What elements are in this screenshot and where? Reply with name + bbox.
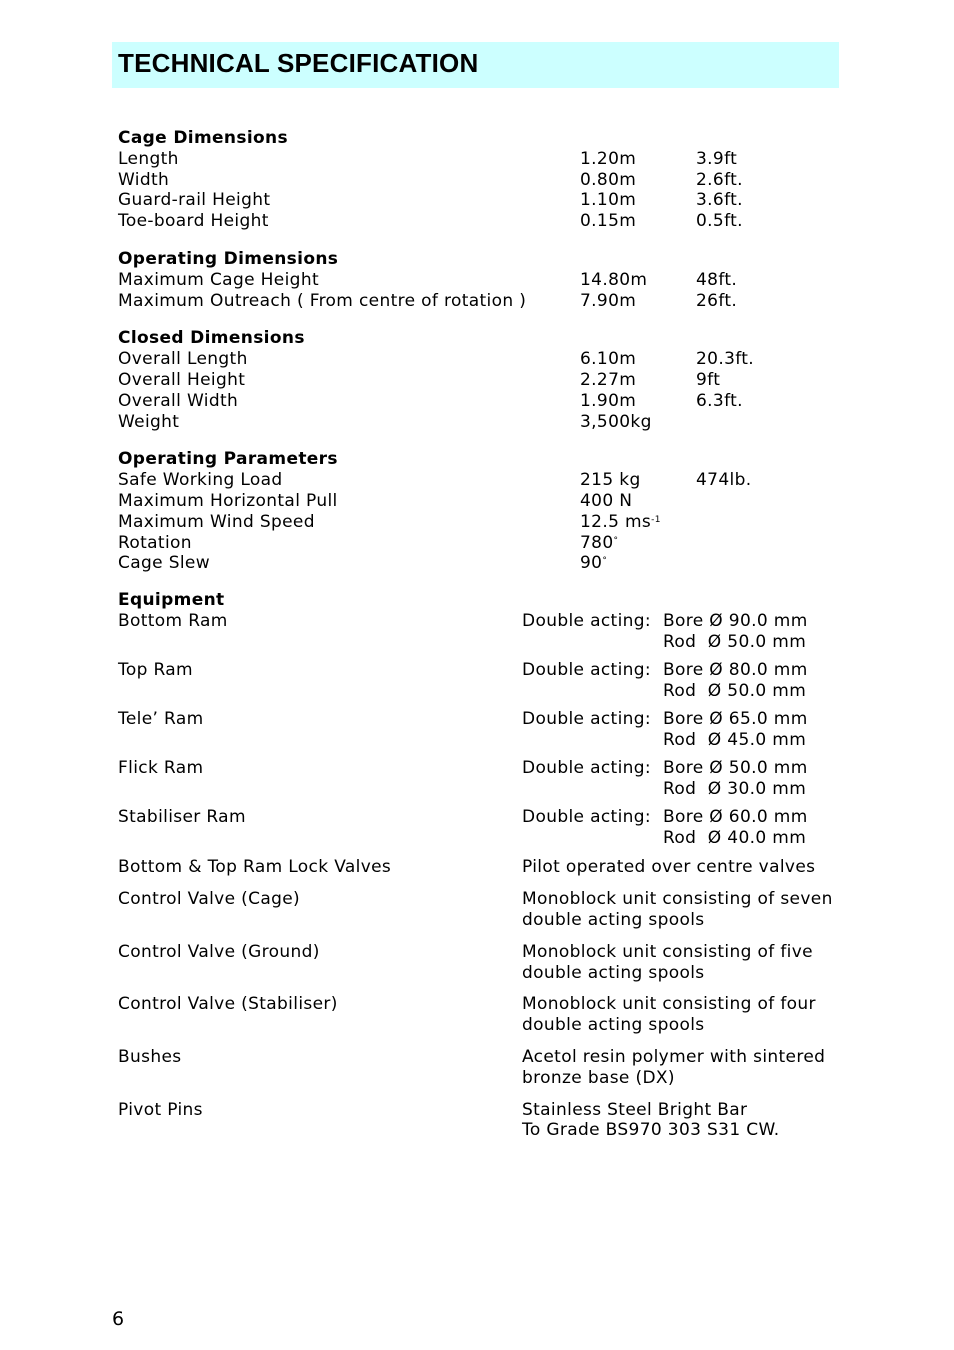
spec-row [118,349,838,370]
ram-bore: Bore Ø 65.0 mm [663,708,808,729]
spec-label: Maximum Horizontal Pull [118,490,338,511]
spec-row [118,190,838,211]
ram-rod: Rod Ø 45.0 mm [663,729,807,750]
spec-label: Guard-rail Height [118,190,271,211]
item-label: Control Valve (Ground) [118,941,320,962]
spec-row [118,370,838,391]
ram-row [118,807,838,849]
imperial-value: 9ft [696,369,721,390]
spec-label: Overall Width [118,390,239,411]
metric-value [580,533,618,554]
equipment-item [118,1100,838,1142]
imperial-value: 3.9ft [696,148,738,169]
imperial-value: 0.5ft. [696,211,743,232]
section-heading: Operating Dimensions [118,248,339,269]
section-heading: Equipment [118,590,225,610]
metric-text: 12.5 ms [580,511,652,532]
spec-row [118,170,838,191]
section-equipment [118,590,838,1152]
ram-bore: Bore Ø 60.0 mm [663,806,808,827]
spec-row [118,149,838,170]
spec-label: Maximum Outreach ( From centre of rotation ) [118,290,527,311]
equipment-item [118,857,838,878]
imperial-value: 20.3ft. [696,349,755,370]
metric-value: 1.10m [580,190,637,211]
item-label: Pivot Pins [118,1099,203,1120]
item-label: Control Valve (Cage) [118,889,301,910]
ram-rod: Rod Ø 30.0 mm [663,778,807,799]
section-heading: Operating Parameters [118,449,338,470]
ram-row [118,660,838,702]
description-line: Acetol resin polymer with sintered [522,1046,826,1067]
item-description [522,889,838,931]
metric-value: 1.90m [580,390,637,411]
spec-row [118,270,838,291]
spec-label: Width [118,169,170,190]
equipment-item [118,942,838,984]
ram-label: Bottom Ram [118,610,228,631]
metric-value [580,512,661,533]
item-description [522,857,838,878]
item-label: Bottom & Top Ram Lock Valves [118,857,392,878]
equipment-item [118,994,838,1036]
imperial-value: 2.6ft. [696,169,743,190]
imperial-value: 474lb. [696,470,752,491]
spec-row [118,491,838,512]
description-line: double acting spools [522,909,705,930]
spec-row [118,553,838,574]
section-cage-dimensions [118,128,838,232]
ram-rod: Rod Ø 50.0 mm [663,680,807,701]
metric-value: 6.10m [580,349,637,370]
item-label: Bushes [118,1046,182,1067]
ram-bore: Bore Ø 80.0 mm [663,659,808,680]
section-operating-parameters [118,449,838,574]
metric-text: 90 [580,553,603,574]
unit-superscript: ° [602,556,608,567]
section-heading: Closed Dimensions [118,328,305,349]
ram-rod: Rod Ø 50.0 mm [663,631,807,652]
ram-action: Double acting: [522,708,651,729]
imperial-value: 48ft. [696,269,738,290]
description-line: double acting spools [522,1015,705,1036]
metric-value: 3,500kg [580,411,652,432]
ram-label: Stabiliser Ram [118,806,246,827]
title-banner [112,42,839,88]
description-line: Monoblock unit consisting of four [522,994,816,1015]
spec-row [118,470,838,491]
section-operating-dimensions [118,249,838,311]
spec-sections [118,128,838,591]
description-line: Monoblock unit consisting of five [522,941,813,962]
metric-value: 1.20m [580,148,637,169]
spec-label: Weight [118,411,180,432]
metric-value: 0.15m [580,211,637,232]
metric-value: 215 kg [580,470,641,491]
page-title: TECHNICAL SPECIFICATION [118,48,479,78]
spec-row [118,291,838,312]
section-closed-dimensions [118,328,838,432]
spec-label: Cage Slew [118,553,210,574]
spec-label: Toe-board Height [118,211,269,232]
spec-label: Maximum Wind Speed [118,511,315,532]
imperial-value: 6.3ft. [696,390,743,411]
imperial-value: 3.6ft. [696,190,743,211]
unit-superscript: -1 [651,514,661,525]
item-description [522,1100,838,1142]
page-number: 6 [112,1308,125,1330]
spec-row [118,211,838,232]
metric-value: 400 N [580,490,633,511]
metric-value: 0.80m [580,169,637,190]
spec-label: Overall Length [118,349,248,370]
spec-row [118,533,838,554]
item-description [522,942,838,984]
equipment-item [118,889,838,931]
ram-action: Double acting: [522,610,651,631]
description-line: Monoblock unit consisting of seven [522,889,833,910]
spec-row [118,412,838,433]
ram-bore: Bore Ø 50.0 mm [663,757,808,778]
description-line: Stainless Steel Bright Bar [522,1099,748,1120]
ram-label: Flick Ram [118,757,204,778]
spec-label: Rotation [118,532,192,553]
metric-value: 14.80m [580,269,648,290]
equipment-item [118,1047,838,1089]
description-line: Pilot operated over centre valves [522,857,816,878]
ram-label: Tele’ Ram [118,708,204,729]
metric-text: 780 [580,532,614,553]
spec-label: Safe Working Load [118,470,283,491]
section-heading: Cage Dimensions [118,128,288,148]
item-description [522,994,838,1036]
ram-bore: Bore Ø 90.0 mm [663,610,808,631]
spec-row [118,512,838,533]
ram-action: Double acting: [522,757,651,778]
item-label: Control Valve (Stabiliser) [118,994,338,1015]
item-description [522,1047,838,1089]
ram-row [118,758,838,800]
ram-row [118,709,838,751]
ram-rod: Rod Ø 40.0 mm [663,827,807,848]
ram-action: Double acting: [522,806,651,827]
spec-row [118,391,838,412]
ram-row [118,611,838,653]
ram-label: Top Ram [118,659,193,680]
spec-label: Overall Height [118,369,246,390]
metric-value: 2.27m [580,369,637,390]
ram-action: Double acting: [522,659,651,680]
spec-label: Length [118,148,179,169]
metric-value: 7.90m [580,290,637,311]
description-line: double acting spools [522,962,705,983]
unit-superscript: ° [613,535,619,546]
description-line: bronze base (DX) [522,1067,675,1088]
metric-value [580,553,607,574]
description-line: To Grade BS970 303 S31 CW. [522,1120,780,1141]
imperial-value: 26ft. [696,290,738,311]
spec-label: Maximum Cage Height [118,269,319,290]
